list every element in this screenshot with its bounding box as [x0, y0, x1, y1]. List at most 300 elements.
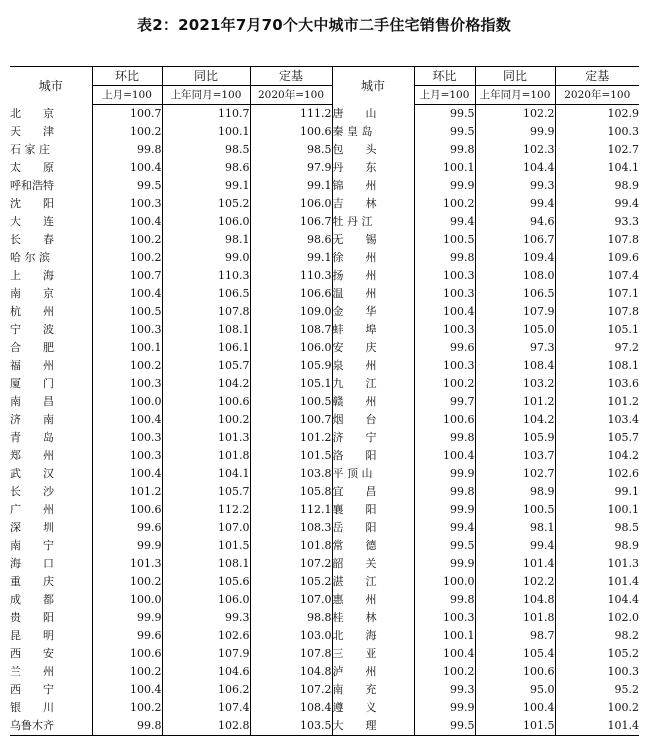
price-index-table	[10, 66, 639, 736]
cell-fixed-right: 100.3	[555, 123, 639, 141]
mom-base-left: 上月=100	[92, 86, 162, 105]
cell-yoy-right: 105.0	[475, 321, 555, 339]
cell-mom-right: 100.4	[414, 645, 475, 663]
cell-mom-left: 100.4	[92, 465, 162, 483]
cell-mom-right: 100.4	[414, 303, 475, 321]
cell-mom-right: 99.5	[414, 717, 475, 736]
cell-city-right: 包 头	[332, 141, 414, 159]
cell-mom-left: 100.2	[92, 123, 162, 141]
mom-base-right: 上月=100	[414, 86, 475, 105]
cell-yoy-left: 102.8	[162, 717, 250, 736]
cell-fixed-left: 107.8	[250, 645, 332, 663]
cell-yoy-right: 106.7	[475, 231, 555, 249]
cell-yoy-right: 103.7	[475, 447, 555, 465]
cell-mom-right: 99.8	[414, 249, 475, 267]
cell-city-right: 金 华	[332, 303, 414, 321]
cell-yoy-right: 101.8	[475, 609, 555, 627]
cell-city-right: 秦 皇 岛	[332, 123, 414, 141]
cell-yoy-right: 98.1	[475, 519, 555, 537]
cell-city-right: 湛 江	[332, 573, 414, 591]
cell-yoy-right: 99.4	[475, 195, 555, 213]
cell-city-left: 西 安	[10, 647, 54, 660]
table-row	[10, 321, 639, 339]
cell-mom-right: 100.1	[414, 159, 475, 177]
cell-city-right: 锦 州	[332, 177, 414, 195]
table-row	[10, 195, 639, 213]
cell-mom-right: 99.8	[414, 483, 475, 501]
cell-fixed-right: 107.4	[555, 267, 639, 285]
table-row	[10, 303, 639, 321]
cell-yoy-left: 99.0	[162, 249, 250, 267]
cell-fixed-left: 107.0	[250, 591, 332, 609]
cell-mom-right: 99.9	[414, 501, 475, 519]
cell-fixed-left: 112.1	[250, 501, 332, 519]
cell-fixed-right: 101.3	[555, 555, 639, 573]
fixed-base-header-left: 定基	[250, 67, 332, 86]
cell-city-right: 岳 阳	[332, 519, 414, 537]
cell-yoy-left: 98.5	[162, 141, 250, 159]
cell-mom-right: 100.3	[414, 357, 475, 375]
cell-city-right: 九 江	[332, 375, 414, 393]
cell-mom-right: 99.9	[414, 177, 475, 195]
cell-mom-right: 99.9	[414, 465, 475, 483]
cell-yoy-left: 105.7	[162, 483, 250, 501]
cell-fixed-left: 98.5	[250, 141, 332, 159]
table-row	[10, 105, 639, 124]
cell-mom-left: 100.2	[92, 357, 162, 375]
cell-yoy-right: 103.2	[475, 375, 555, 393]
cell-mom-left: 100.1	[92, 339, 162, 357]
cell-fixed-left: 110.3	[250, 267, 332, 285]
cell-mom-left: 101.2	[92, 483, 162, 501]
cell-yoy-left: 105.7	[162, 357, 250, 375]
cell-fixed-right: 102.9	[555, 105, 639, 124]
cell-yoy-left: 107.0	[162, 519, 250, 537]
cell-city-right: 赣 州	[332, 393, 414, 411]
fixed-base-right: 2020年=100	[555, 86, 639, 105]
cell-city-left: 宁 波	[10, 323, 54, 336]
cell-yoy-right: 102.2	[475, 573, 555, 591]
cell-mom-right: 99.5	[414, 123, 475, 141]
cell-city-left: 济 南	[10, 413, 54, 426]
cell-city-left: 福 州	[10, 359, 54, 372]
table-row	[10, 573, 639, 591]
table-row	[10, 465, 639, 483]
cell-fixed-right: 104.2	[555, 447, 639, 465]
table-row	[10, 609, 639, 627]
cell-mom-left: 100.4	[92, 213, 162, 231]
cell-yoy-left: 108.1	[162, 555, 250, 573]
table-row	[10, 249, 639, 267]
table-row	[10, 357, 639, 375]
cell-yoy-left: 98.6	[162, 159, 250, 177]
city-column-header-left: 城市	[38, 78, 63, 93]
table-row	[10, 393, 639, 411]
cell-fixed-right: 98.9	[555, 177, 639, 195]
table-row	[10, 411, 639, 429]
cell-yoy-right: 102.7	[475, 465, 555, 483]
cell-yoy-left: 102.6	[162, 627, 250, 645]
cell-city-right: 牡 丹 江	[332, 213, 414, 231]
cell-city-left: 杭 州	[10, 305, 54, 318]
cell-yoy-right: 100.5	[475, 501, 555, 519]
table-row	[10, 267, 639, 285]
cell-yoy-right: 105.9	[475, 429, 555, 447]
cell-mom-right: 99.8	[414, 591, 475, 609]
cell-mom-left: 100.2	[92, 699, 162, 717]
cell-mom-left: 100.2	[92, 249, 162, 267]
cell-mom-right: 99.6	[414, 339, 475, 357]
cell-city-right: 扬 州	[332, 267, 414, 285]
cell-city-right: 温 州	[332, 285, 414, 303]
cell-fixed-left: 105.1	[250, 375, 332, 393]
table-row	[10, 213, 639, 231]
cell-mom-right: 100.4	[414, 447, 475, 465]
cell-fixed-right: 97.2	[555, 339, 639, 357]
cell-fixed-left: 98.8	[250, 609, 332, 627]
cell-city-left: 哈 尔 滨	[10, 251, 50, 264]
cell-city-right: 惠 州	[332, 591, 414, 609]
cell-city-left: 广 州	[10, 503, 54, 516]
cell-city-left: 重 庆	[10, 575, 54, 588]
table-body	[10, 105, 639, 736]
cell-yoy-right: 94.6	[475, 213, 555, 231]
cell-city-right: 烟 台	[332, 411, 414, 429]
cell-mom-left: 100.2	[92, 231, 162, 249]
cell-fixed-left: 101.8	[250, 537, 332, 555]
cell-fixed-left: 108.7	[250, 321, 332, 339]
cell-yoy-right: 101.2	[475, 393, 555, 411]
cell-mom-right: 99.5	[414, 537, 475, 555]
cell-city-left: 长 沙	[10, 485, 54, 498]
cell-fixed-right: 103.6	[555, 375, 639, 393]
cell-yoy-left: 107.8	[162, 303, 250, 321]
cell-city-left: 深 圳	[10, 521, 54, 534]
cell-mom-left: 99.6	[92, 519, 162, 537]
cell-fixed-right: 99.4	[555, 195, 639, 213]
cell-yoy-left: 106.0	[162, 213, 250, 231]
cell-mom-right: 100.0	[414, 573, 475, 591]
cell-fixed-left: 99.1	[250, 177, 332, 195]
cell-fixed-left: 105.8	[250, 483, 332, 501]
cell-city-right: 南 充	[332, 681, 414, 699]
cell-mom-right: 99.9	[414, 555, 475, 573]
cell-fixed-left: 103.5	[250, 717, 332, 736]
cell-mom-left: 100.4	[92, 681, 162, 699]
cell-fixed-left: 108.4	[250, 699, 332, 717]
cell-mom-left: 100.3	[92, 429, 162, 447]
cell-yoy-right: 109.4	[475, 249, 555, 267]
table-row	[10, 285, 639, 303]
cell-yoy-right: 100.4	[475, 699, 555, 717]
cell-mom-right: 100.5	[414, 231, 475, 249]
table-row	[10, 645, 639, 663]
cell-fixed-right: 108.1	[555, 357, 639, 375]
cell-fixed-left: 98.6	[250, 231, 332, 249]
cell-yoy-left: 104.6	[162, 663, 250, 681]
cell-yoy-left: 110.3	[162, 267, 250, 285]
cell-mom-left: 100.6	[92, 645, 162, 663]
cell-fixed-right: 101.4	[555, 573, 639, 591]
cell-city-right: 平 顶 山	[332, 465, 414, 483]
fixed-base-left: 2020年=100	[250, 86, 332, 105]
cell-yoy-right: 108.0	[475, 267, 555, 285]
cell-fixed-left: 105.2	[250, 573, 332, 591]
cell-fixed-left: 100.5	[250, 393, 332, 411]
cell-mom-left: 100.2	[92, 573, 162, 591]
cell-yoy-right: 99.9	[475, 123, 555, 141]
cell-yoy-left: 110.7	[162, 105, 250, 124]
cell-fixed-left: 100.6	[250, 123, 332, 141]
yoy-base-right: 上年同月=100	[475, 86, 555, 105]
cell-fixed-left: 107.2	[250, 681, 332, 699]
cell-fixed-left: 106.0	[250, 339, 332, 357]
cell-fixed-right: 100.3	[555, 663, 639, 681]
cell-mom-left: 100.7	[92, 267, 162, 285]
cell-yoy-left: 99.3	[162, 609, 250, 627]
cell-city-right: 大 理	[332, 717, 414, 736]
cell-mom-left: 99.9	[92, 609, 162, 627]
cell-fixed-right: 101.4	[555, 717, 639, 736]
cell-yoy-right: 104.8	[475, 591, 555, 609]
cell-fixed-left: 100.7	[250, 411, 332, 429]
cell-city-right: 桂 林	[332, 609, 414, 627]
cell-mom-right: 99.4	[414, 213, 475, 231]
cell-yoy-right: 97.3	[475, 339, 555, 357]
cell-fixed-right: 104.4	[555, 591, 639, 609]
cell-city-left: 郑 州	[10, 449, 54, 462]
yoy-header-right: 同比	[475, 67, 555, 86]
table-row	[10, 681, 639, 699]
cell-fixed-left: 99.1	[250, 249, 332, 267]
cell-mom-left: 100.0	[92, 591, 162, 609]
cell-mom-left: 101.3	[92, 555, 162, 573]
cell-city-left: 石 家 庄	[10, 143, 50, 156]
table-row	[10, 231, 639, 249]
cell-yoy-right: 108.4	[475, 357, 555, 375]
table-row	[10, 141, 639, 159]
cell-city-left: 北 京	[10, 106, 54, 120]
cell-city-right: 吉 林	[332, 195, 414, 213]
cell-fixed-right: 105.7	[555, 429, 639, 447]
yoy-base-left: 上年同月=100	[162, 86, 250, 105]
cell-mom-left: 100.2	[92, 663, 162, 681]
cell-fixed-left: 108.3	[250, 519, 332, 537]
table-row	[10, 429, 639, 447]
cell-city-right: 安 庆	[332, 339, 414, 357]
cell-city-left: 贵 阳	[10, 611, 54, 624]
cell-fixed-right: 99.1	[555, 483, 639, 501]
cell-city-right: 蚌 埠	[332, 321, 414, 339]
cell-fixed-right: 100.2	[555, 699, 639, 717]
cell-fixed-left: 101.5	[250, 447, 332, 465]
table-row	[10, 627, 639, 645]
fixed-base-header-right: 定基	[555, 67, 639, 86]
cell-yoy-left: 101.3	[162, 429, 250, 447]
cell-city-left: 南 宁	[10, 539, 54, 552]
cell-fixed-left: 107.2	[250, 555, 332, 573]
cell-fixed-left: 103.0	[250, 627, 332, 645]
cell-mom-left: 99.5	[92, 177, 162, 195]
cell-city-left: 天 津	[10, 125, 54, 138]
cell-yoy-left: 107.4	[162, 699, 250, 717]
cell-city-right: 洛 阳	[332, 447, 414, 465]
cell-mom-left: 100.4	[92, 285, 162, 303]
cell-mom-left: 99.8	[92, 141, 162, 159]
cell-city-right: 襄 阳	[332, 501, 414, 519]
cell-city-left: 成 都	[10, 593, 54, 606]
cell-yoy-left: 99.1	[162, 177, 250, 195]
cell-yoy-left: 106.1	[162, 339, 250, 357]
cell-yoy-left: 108.1	[162, 321, 250, 339]
table-row	[10, 501, 639, 519]
cell-fixed-right: 104.1	[555, 159, 639, 177]
cell-yoy-right: 100.6	[475, 663, 555, 681]
table-row	[10, 699, 639, 717]
table-row	[10, 339, 639, 357]
table-row	[10, 537, 639, 555]
cell-fixed-right: 98.9	[555, 537, 639, 555]
cell-yoy-right: 101.5	[475, 717, 555, 736]
cell-city-right: 三 亚	[332, 645, 414, 663]
cell-yoy-left: 100.6	[162, 393, 250, 411]
cell-mom-right: 100.3	[414, 267, 475, 285]
cell-fixed-right: 107.8	[555, 303, 639, 321]
cell-city-left: 兰 州	[10, 665, 54, 678]
cell-city-left: 银 川	[10, 701, 54, 714]
cell-fixed-right: 105.1	[555, 321, 639, 339]
cell-fixed-right: 102.0	[555, 609, 639, 627]
cell-yoy-right: 104.2	[475, 411, 555, 429]
cell-fixed-left: 101.2	[250, 429, 332, 447]
cell-yoy-left: 107.9	[162, 645, 250, 663]
cell-city-right: 泉 州	[332, 357, 414, 375]
cell-city-left: 沈 阳	[10, 197, 54, 210]
cell-fixed-right: 100.1	[555, 501, 639, 519]
table-row	[10, 591, 639, 609]
cell-mom-left: 99.9	[92, 537, 162, 555]
mom-header-right: 环比	[414, 67, 475, 86]
cell-mom-right: 99.8	[414, 429, 475, 447]
cell-mom-right: 99.3	[414, 681, 475, 699]
cell-fixed-right: 98.5	[555, 519, 639, 537]
cell-yoy-right: 106.5	[475, 285, 555, 303]
cell-city-right: 韶 关	[332, 555, 414, 573]
cell-fixed-right: 103.4	[555, 411, 639, 429]
table-row	[10, 375, 639, 393]
cell-city-right: 唐 山	[332, 105, 414, 124]
cell-yoy-right: 99.4	[475, 537, 555, 555]
cell-fixed-right: 98.2	[555, 627, 639, 645]
cell-city-left: 乌鲁木齐	[10, 719, 54, 732]
cell-city-left: 南 昌	[10, 395, 54, 408]
cell-yoy-left: 101.8	[162, 447, 250, 465]
cell-mom-right: 99.5	[414, 105, 475, 124]
cell-mom-left: 100.0	[92, 393, 162, 411]
cell-city-left: 呼和浩特	[10, 179, 54, 192]
cell-mom-left: 100.3	[92, 375, 162, 393]
cell-mom-left: 100.5	[92, 303, 162, 321]
cell-fixed-right: 102.6	[555, 465, 639, 483]
cell-yoy-left: 104.1	[162, 465, 250, 483]
cell-city-left: 昆 明	[10, 629, 54, 642]
table-row	[10, 555, 639, 573]
cell-city-left: 武 汉	[10, 467, 54, 480]
cell-city-right: 遵 义	[332, 699, 414, 717]
cell-mom-left: 100.3	[92, 447, 162, 465]
cell-yoy-left: 105.2	[162, 195, 250, 213]
cell-city-left: 海 口	[10, 557, 54, 570]
table-title: 表2：2021年7月70个大中城市二手住宅销售价格指数	[137, 16, 511, 34]
cell-city-left: 大 连	[10, 215, 54, 228]
table-row	[10, 483, 639, 501]
cell-yoy-right: 105.4	[475, 645, 555, 663]
cell-mom-right: 100.3	[414, 285, 475, 303]
table-row	[10, 159, 639, 177]
cell-mom-left: 100.3	[92, 321, 162, 339]
cell-mom-right: 100.3	[414, 609, 475, 627]
cell-mom-right: 100.2	[414, 663, 475, 681]
cell-mom-right: 100.2	[414, 375, 475, 393]
cell-fixed-right: 102.7	[555, 141, 639, 159]
cell-city-left: 厦 门	[10, 377, 54, 390]
cell-fixed-left: 103.8	[250, 465, 332, 483]
cell-mom-right: 100.1	[414, 627, 475, 645]
cell-yoy-right: 102.2	[475, 105, 555, 124]
cell-city-left: 西 宁	[10, 683, 54, 696]
cell-yoy-right: 99.3	[475, 177, 555, 195]
cell-mom-left: 100.4	[92, 411, 162, 429]
cell-city-right: 常 德	[332, 537, 414, 555]
cell-fixed-left: 109.0	[250, 303, 332, 321]
cell-fixed-right: 101.2	[555, 393, 639, 411]
cell-yoy-left: 105.6	[162, 573, 250, 591]
cell-yoy-right: 101.4	[475, 555, 555, 573]
cell-mom-left: 100.3	[92, 195, 162, 213]
cell-city-right: 宜 昌	[332, 483, 414, 501]
cell-mom-left: 100.7	[92, 105, 162, 124]
cell-city-right: 丹 东	[332, 159, 414, 177]
cell-fixed-right: 109.6	[555, 249, 639, 267]
table-row	[10, 177, 639, 195]
cell-yoy-left: 112.2	[162, 501, 250, 519]
cell-fixed-left: 106.0	[250, 195, 332, 213]
cell-yoy-left: 104.2	[162, 375, 250, 393]
cell-mom-left: 99.8	[92, 717, 162, 736]
cell-yoy-left: 101.5	[162, 537, 250, 555]
cell-city-left: 太 原	[10, 161, 54, 174]
cell-fixed-left: 111.2	[250, 105, 332, 124]
cell-city-left: 上 海	[10, 269, 54, 282]
table-row	[10, 123, 639, 141]
city-column-header-right: 城市	[332, 67, 414, 105]
cell-mom-right: 99.9	[414, 699, 475, 717]
cell-yoy-right: 102.3	[475, 141, 555, 159]
cell-mom-left: 100.6	[92, 501, 162, 519]
cell-city-right: 徐 州	[332, 249, 414, 267]
cell-city-right: 泸 州	[332, 663, 414, 681]
cell-city-left: 南 京	[10, 287, 54, 300]
table-row	[10, 519, 639, 537]
mom-header-left: 环比	[92, 67, 162, 86]
cell-yoy-right: 107.9	[475, 303, 555, 321]
cell-mom-right: 100.6	[414, 411, 475, 429]
cell-yoy-left: 106.2	[162, 681, 250, 699]
cell-fixed-right: 107.1	[555, 285, 639, 303]
cell-fixed-left: 97.9	[250, 159, 332, 177]
cell-city-right: 北 海	[332, 627, 414, 645]
cell-fixed-right: 93.3	[555, 213, 639, 231]
